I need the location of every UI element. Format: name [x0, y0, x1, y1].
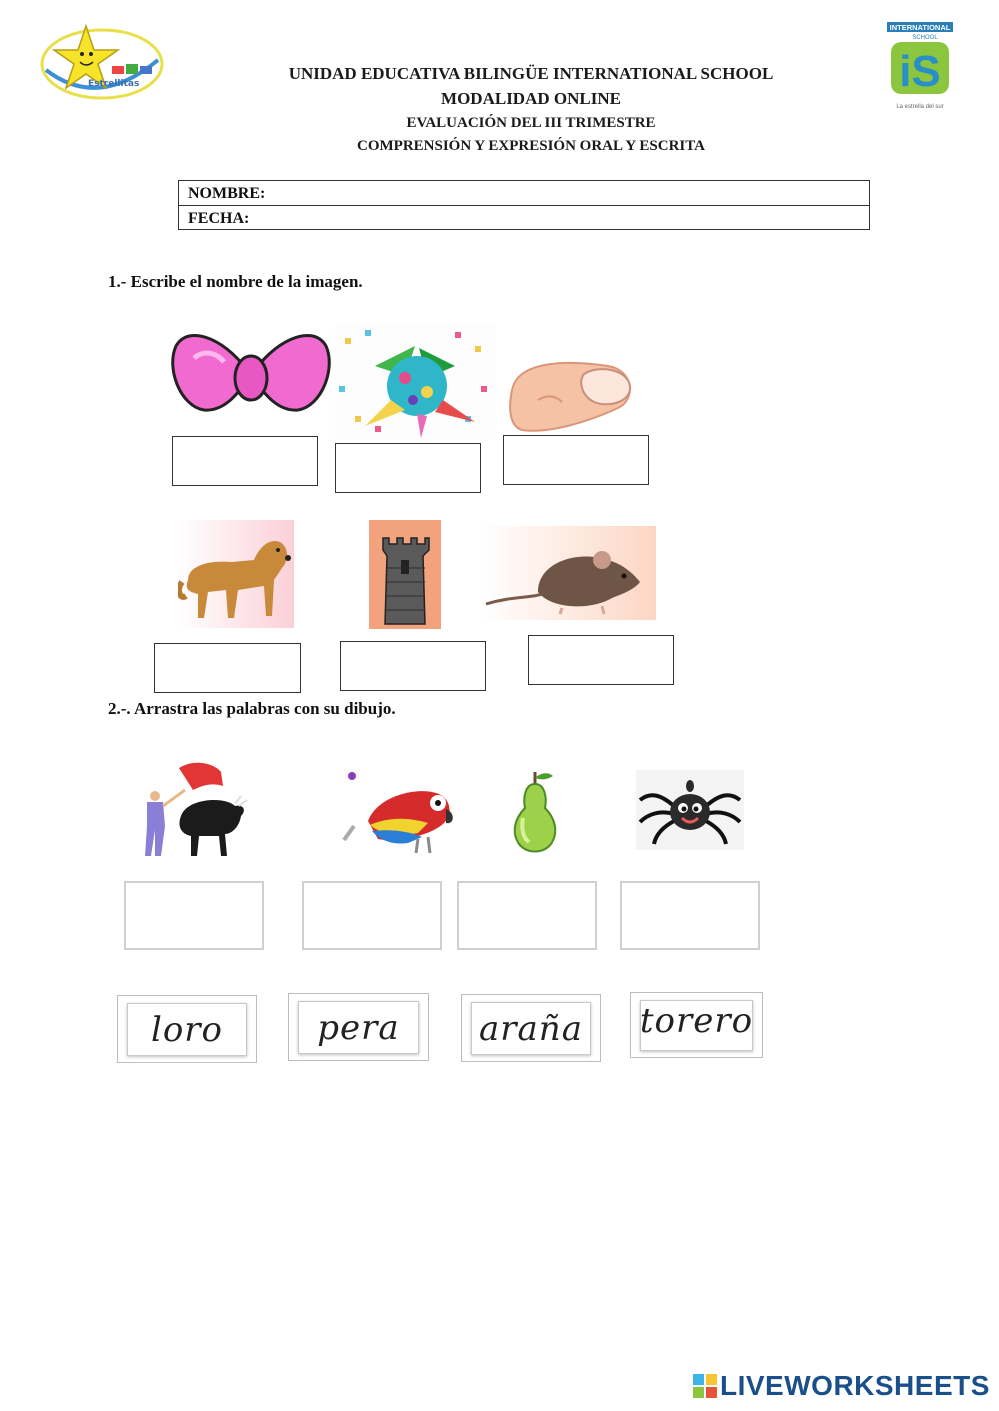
answer-box-tower[interactable] — [340, 641, 486, 691]
footer-brand: LIVEWORKSHEETS — [720, 1370, 990, 1401]
svg-text:Estrellitas: Estrellitas — [88, 79, 140, 89]
word-pera: pera — [298, 1001, 419, 1054]
tower-image — [369, 520, 441, 629]
dog-image — [178, 520, 294, 628]
answer-box-rat[interactable] — [528, 635, 674, 685]
word-loro: loro — [127, 1003, 247, 1056]
header-school-name: UNIDAD EDUCATIVA BILINGÜE INTERNATIONAL SCHOOL — [288, 64, 774, 83]
word-card-arana[interactable] — [461, 994, 601, 1062]
answer-box-pinata[interactable] — [335, 443, 481, 493]
header-modality: MODALIDAD ONLINE — [441, 89, 621, 108]
answer-box-finger[interactable] — [503, 435, 649, 485]
parrot-perch-fragment — [342, 772, 356, 844]
logo-motto: La estrella del sur — [896, 104, 944, 110]
logo-sub-text: SCHOOL — [912, 35, 938, 41]
answer-box-bow[interactable] — [172, 436, 318, 486]
spider-image — [636, 770, 744, 850]
word-torero: torero — [640, 1000, 753, 1051]
date-row[interactable]: FECHA: — [179, 205, 869, 229]
question-1-text: 1.- Escribe el nombre de la imagen. — [108, 272, 363, 291]
bow-image — [170, 322, 332, 430]
student-info-table — [178, 180, 870, 230]
parrot-image — [358, 773, 458, 859]
header-subject: COMPRENSIÓN Y EXPRESIÓN ORAL Y ESCRITA — [357, 138, 705, 154]
word-card-loro[interactable] — [117, 995, 257, 1063]
liveworksheets-logo — [692, 1370, 990, 1402]
answer-box-dog[interactable] — [154, 643, 301, 693]
question-2-text: 2.-. Arrastra las palabras con su dibujo. — [108, 699, 396, 718]
drop-box-pear[interactable] — [457, 881, 597, 950]
liveworksheets-icon — [692, 1373, 718, 1399]
pear-image — [507, 768, 563, 854]
drop-box-parrot[interactable] — [302, 881, 442, 950]
drop-box-bullfighter[interactable] — [124, 881, 264, 950]
name-row[interactable]: NOMBRE: — [188, 185, 266, 202]
bullfighter-image — [135, 760, 249, 862]
rat-image — [482, 526, 656, 620]
word-arana: araña — [471, 1002, 591, 1055]
header-evaluation: EVALUACIÓN DEL III TRIMESTRE — [406, 115, 656, 131]
logo-top-text: INTERNATIONAL — [889, 23, 951, 32]
word-card-pera[interactable] — [288, 993, 429, 1061]
word-card-torero[interactable] — [630, 992, 763, 1058]
finger-image — [508, 330, 638, 436]
drop-box-spider[interactable] — [620, 881, 760, 950]
logo-letters: iS — [899, 47, 941, 96]
pinata-image — [335, 326, 495, 440]
